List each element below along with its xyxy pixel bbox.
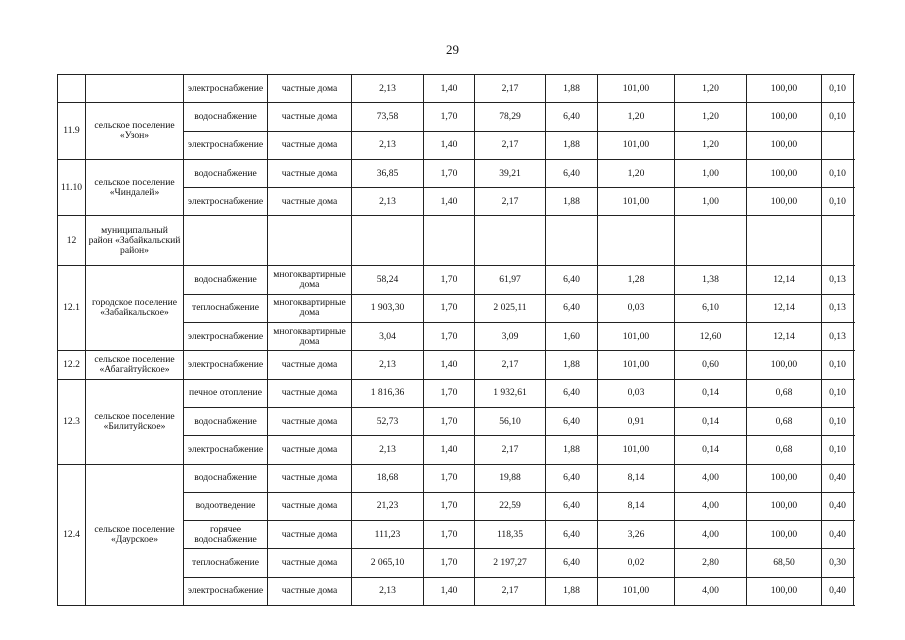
value-cell: 2,17 <box>475 188 546 216</box>
value-cell: 78,29 <box>475 103 546 131</box>
value-cell: 61,97 <box>475 266 546 294</box>
value-cell: 0,68 <box>747 407 822 435</box>
housing-type-cell: частные дома <box>268 521 352 549</box>
value-cell: 1,60 <box>546 323 598 351</box>
value-cell: 2,80 <box>675 549 747 577</box>
value-cell: 111,23 <box>352 521 424 549</box>
value-cell: 1,70 <box>424 379 475 407</box>
value-cell: 1,20 <box>675 75 747 103</box>
value-cell: 0,10 <box>822 103 854 131</box>
value-cell: 1,40 <box>424 577 475 605</box>
value-cell: 0,40 <box>822 577 854 605</box>
settlement-name-cell: муниципальный район «Забайкальский район» <box>86 216 184 266</box>
value-cell: 0,10 <box>822 351 854 379</box>
value-cell: 52,73 <box>352 407 424 435</box>
value-cell: 4,00 <box>675 464 747 492</box>
value-cell: 0,68 <box>747 436 822 464</box>
value-cell: 6,40 <box>546 294 598 322</box>
table-row <box>58 266 854 294</box>
row-number-cell: 12.4 <box>58 464 86 605</box>
value-cell: 21,23 <box>352 492 424 520</box>
service-cell: водоотведение <box>184 492 268 520</box>
housing-type-cell <box>268 216 352 266</box>
value-cell: 1,20 <box>675 131 747 159</box>
value-cell: 1,70 <box>424 103 475 131</box>
value-cell: 19,88 <box>475 464 546 492</box>
value-cell: 0,14 <box>675 436 747 464</box>
value-cell: 1,20 <box>675 103 747 131</box>
housing-type-cell: многоквартирные дома <box>268 323 352 351</box>
housing-type-cell: частные дома <box>268 351 352 379</box>
value-cell <box>424 216 475 266</box>
value-cell: 1,70 <box>424 266 475 294</box>
value-cell: 1 816,36 <box>352 379 424 407</box>
value-cell: 100,00 <box>747 521 822 549</box>
service-cell: электроснабжение <box>184 131 268 159</box>
service-cell: горячее водоснабжение <box>184 521 268 549</box>
value-cell <box>598 216 675 266</box>
housing-type-cell: частные дома <box>268 492 352 520</box>
table-row <box>58 464 854 492</box>
value-cell <box>822 131 854 159</box>
row-number-cell: 12.2 <box>58 351 86 379</box>
service-cell <box>184 216 268 266</box>
value-cell: 3,26 <box>598 521 675 549</box>
value-cell: 1 903,30 <box>352 294 424 322</box>
value-cell: 8,14 <box>598 464 675 492</box>
value-cell: 100,00 <box>747 188 822 216</box>
value-cell: 18,68 <box>352 464 424 492</box>
value-cell: 2,17 <box>475 577 546 605</box>
value-cell: 1,70 <box>424 521 475 549</box>
value-cell: 100,00 <box>747 577 822 605</box>
value-cell: 0,14 <box>675 407 747 435</box>
value-cell: 58,24 <box>352 266 424 294</box>
value-cell: 0,68 <box>747 379 822 407</box>
settlement-name-cell: сельское поселение «Узон» <box>86 103 184 160</box>
service-cell: электроснабжение <box>184 75 268 103</box>
housing-type-cell: частные дома <box>268 464 352 492</box>
value-cell: 1,20 <box>598 159 675 187</box>
value-cell: 1 932,61 <box>475 379 546 407</box>
value-cell: 1,40 <box>424 436 475 464</box>
value-cell <box>747 216 822 266</box>
value-cell: 101,00 <box>598 131 675 159</box>
value-cell: 1,88 <box>546 188 598 216</box>
value-cell: 0,03 <box>598 294 675 322</box>
value-cell: 101,00 <box>598 436 675 464</box>
value-cell: 1,28 <box>598 266 675 294</box>
value-cell: 4,00 <box>675 577 747 605</box>
value-cell: 1,00 <box>675 159 747 187</box>
settlement-name-cell: сельское поселение «Даурское» <box>86 464 184 605</box>
value-cell: 1,00 <box>675 188 747 216</box>
value-cell: 0,10 <box>822 159 854 187</box>
value-cell: 2,17 <box>475 75 546 103</box>
value-cell: 0,10 <box>822 379 854 407</box>
value-cell: 2,13 <box>352 131 424 159</box>
value-cell: 1,70 <box>424 492 475 520</box>
value-cell: 0,40 <box>822 492 854 520</box>
housing-type-cell: частные дома <box>268 549 352 577</box>
value-cell: 2,17 <box>475 351 546 379</box>
value-cell: 0,13 <box>822 266 854 294</box>
page-number: 29 <box>446 42 459 57</box>
value-cell: 100,00 <box>747 75 822 103</box>
value-cell: 12,60 <box>675 323 747 351</box>
value-cell: 2,13 <box>352 75 424 103</box>
service-cell: теплоснабжение <box>184 549 268 577</box>
value-cell <box>822 216 854 266</box>
value-cell: 101,00 <box>598 188 675 216</box>
value-cell: 56,10 <box>475 407 546 435</box>
value-cell: 1,70 <box>424 159 475 187</box>
value-cell: 1,20 <box>598 103 675 131</box>
table-row <box>58 75 854 103</box>
value-cell: 0,14 <box>675 379 747 407</box>
settlement-name-cell: сельское поселение «Абагайтуйское» <box>86 351 184 379</box>
value-cell: 2,13 <box>352 351 424 379</box>
value-cell: 100,00 <box>747 159 822 187</box>
value-cell: 6,40 <box>546 521 598 549</box>
row-number-cell <box>58 75 86 103</box>
row-number-cell: 12.3 <box>58 379 86 464</box>
value-cell: 118,35 <box>475 521 546 549</box>
table-row <box>58 159 854 187</box>
value-cell: 0,02 <box>598 549 675 577</box>
value-cell: 68,50 <box>747 549 822 577</box>
value-cell: 0,40 <box>822 464 854 492</box>
value-cell: 8,14 <box>598 492 675 520</box>
settlement-name-cell: сельское поселение «Чиндалей» <box>86 159 184 216</box>
value-cell: 2,17 <box>475 131 546 159</box>
value-cell: 100,00 <box>747 351 822 379</box>
value-cell: 2,13 <box>352 577 424 605</box>
row-number-cell: 12.1 <box>58 266 86 351</box>
housing-type-cell: многоквартирные дома <box>268 294 352 322</box>
value-cell: 6,40 <box>546 549 598 577</box>
table-row <box>58 216 854 266</box>
value-cell <box>675 216 747 266</box>
value-cell: 1,88 <box>546 75 598 103</box>
value-cell: 0,91 <box>598 407 675 435</box>
value-cell: 6,40 <box>546 492 598 520</box>
value-cell <box>475 216 546 266</box>
service-cell: водоснабжение <box>184 266 268 294</box>
value-cell: 0,60 <box>675 351 747 379</box>
service-cell: электроснабжение <box>184 351 268 379</box>
value-cell: 1,70 <box>424 323 475 351</box>
value-cell: 1,70 <box>424 407 475 435</box>
value-cell: 0,10 <box>822 75 854 103</box>
service-cell: печное отопление <box>184 379 268 407</box>
value-cell: 100,00 <box>747 131 822 159</box>
value-cell: 101,00 <box>598 323 675 351</box>
value-cell: 12,14 <box>747 266 822 294</box>
service-cell: водоснабжение <box>184 159 268 187</box>
housing-type-cell: частные дома <box>268 131 352 159</box>
value-cell: 100,00 <box>747 464 822 492</box>
service-cell: электроснабжение <box>184 577 268 605</box>
tariff-table <box>57 74 854 606</box>
value-cell: 6,40 <box>546 379 598 407</box>
value-cell: 100,00 <box>747 103 822 131</box>
housing-type-cell: частные дома <box>268 159 352 187</box>
housing-type-cell: многоквартирные дома <box>268 266 352 294</box>
value-cell: 12,14 <box>747 294 822 322</box>
value-cell: 1,70 <box>424 549 475 577</box>
value-cell: 39,21 <box>475 159 546 187</box>
value-cell: 6,40 <box>546 407 598 435</box>
service-cell: водоснабжение <box>184 407 268 435</box>
service-cell: электроснабжение <box>184 323 268 351</box>
value-cell: 0,13 <box>822 294 854 322</box>
value-cell: 0,10 <box>822 188 854 216</box>
value-cell: 6,40 <box>546 103 598 131</box>
value-cell: 6,10 <box>675 294 747 322</box>
value-cell: 0,13 <box>822 323 854 351</box>
row-number-cell: 11.9 <box>58 103 86 160</box>
value-cell: 2,13 <box>352 188 424 216</box>
value-cell: 22,59 <box>475 492 546 520</box>
settlement-name-cell <box>86 75 184 103</box>
value-cell: 73,58 <box>352 103 424 131</box>
housing-type-cell: частные дома <box>268 103 352 131</box>
value-cell: 1,88 <box>546 577 598 605</box>
value-cell: 3,09 <box>475 323 546 351</box>
value-cell: 6,40 <box>546 464 598 492</box>
value-cell: 101,00 <box>598 577 675 605</box>
value-cell: 0,40 <box>822 521 854 549</box>
value-cell: 36,85 <box>352 159 424 187</box>
housing-type-cell: частные дома <box>268 75 352 103</box>
table-row <box>58 103 854 131</box>
value-cell: 101,00 <box>598 351 675 379</box>
housing-type-cell: частные дома <box>268 188 352 216</box>
value-cell: 0,30 <box>822 549 854 577</box>
housing-type-cell: частные дома <box>268 379 352 407</box>
housing-type-cell: частные дома <box>268 407 352 435</box>
value-cell: 4,00 <box>675 521 747 549</box>
value-cell: 0,10 <box>822 407 854 435</box>
settlement-name-cell: городское поселение «Забайкальское» <box>86 266 184 351</box>
value-cell: 101,00 <box>598 75 675 103</box>
value-cell: 1,40 <box>424 75 475 103</box>
value-cell: 1,88 <box>546 131 598 159</box>
value-cell: 1,88 <box>546 436 598 464</box>
value-cell: 100,00 <box>747 492 822 520</box>
table-row <box>58 379 854 407</box>
value-cell: 1,70 <box>424 464 475 492</box>
row-number-cell: 12 <box>58 216 86 266</box>
housing-type-cell: частные дома <box>268 436 352 464</box>
value-cell: 0,03 <box>598 379 675 407</box>
value-cell: 0,10 <box>822 436 854 464</box>
value-cell <box>352 216 424 266</box>
service-cell: водоснабжение <box>184 464 268 492</box>
value-cell: 1,38 <box>675 266 747 294</box>
table-row <box>58 351 854 379</box>
value-cell: 2,13 <box>352 436 424 464</box>
value-cell: 2 025,11 <box>475 294 546 322</box>
row-number-cell: 11.10 <box>58 159 86 216</box>
service-cell: электроснабжение <box>184 188 268 216</box>
value-cell: 1,88 <box>546 351 598 379</box>
service-cell: теплоснабжение <box>184 294 268 322</box>
value-cell: 3,04 <box>352 323 424 351</box>
value-cell: 6,40 <box>546 159 598 187</box>
value-cell <box>546 216 598 266</box>
value-cell: 6,40 <box>546 266 598 294</box>
value-cell: 1,40 <box>424 351 475 379</box>
value-cell: 1,70 <box>424 294 475 322</box>
value-cell: 12,14 <box>747 323 822 351</box>
value-cell: 4,00 <box>675 492 747 520</box>
value-cell: 2 197,27 <box>475 549 546 577</box>
settlement-name-cell: сельское поселение «Билитуйское» <box>86 379 184 464</box>
service-cell: водоснабжение <box>184 103 268 131</box>
value-cell: 2,17 <box>475 436 546 464</box>
value-cell: 2 065,10 <box>352 549 424 577</box>
service-cell: электроснабжение <box>184 436 268 464</box>
value-cell: 1,40 <box>424 188 475 216</box>
housing-type-cell: частные дома <box>268 577 352 605</box>
value-cell: 1,40 <box>424 131 475 159</box>
